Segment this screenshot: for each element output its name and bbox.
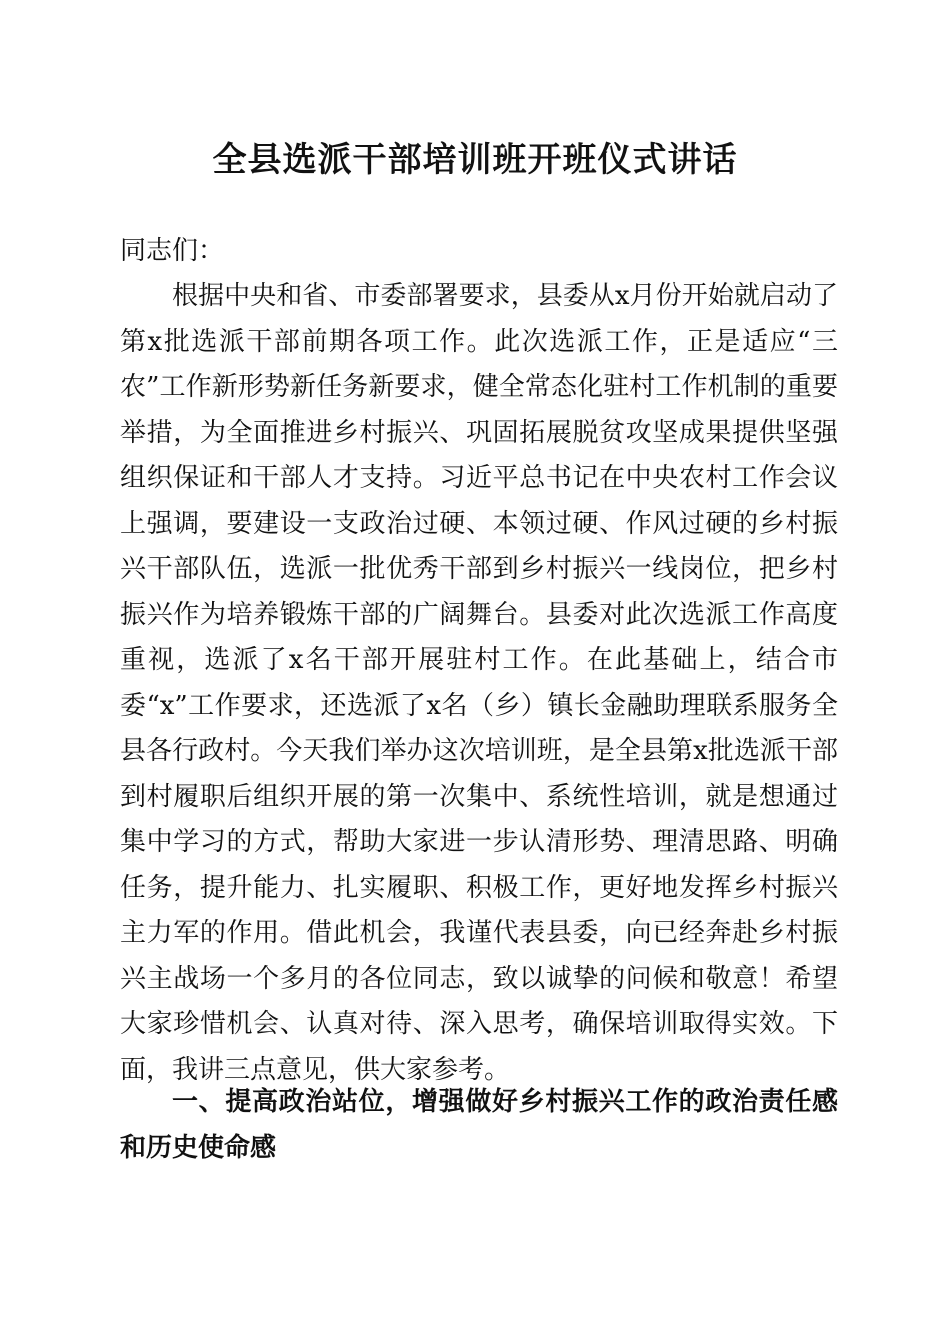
salutation: 同志们： bbox=[120, 236, 225, 266]
section-heading-1: 一、提高政治站位，增强做好乡村振兴工作的政治责任感和历史使命感 bbox=[120, 1087, 838, 1163]
document-title: 全县选派干部培训班开班仪式讲话 bbox=[212, 140, 738, 180]
body-paragraph: 根据中央和省、市委部署要求，县委从x月份开始就启动了第x批选派干部前期各项工作。此次选派工作，正是适应“三农”工作新形势新任务新要求，健全常态化驻村工作机制的重要举措，为全面推进乡村振兴、巩固拓展脱贫攻坚成果提供坚强组织保证和干部人才支持。习近平总书记在中央农村工作会议上强调，要建设一支政治过硬、本领过硬、作风过硬的乡村振兴干部队伍，选派一批优秀干部到乡村振兴一线岗位，把乡村振兴作为培养锻炼干部的广阔舞台。县委对此次选派工作高度重视，选派了x名干部开展驻村工作。在此基础上，结合市委“x”工作要求，还选派了x名（乡）镇长金融助理联系服务全县各行政村。今天我们举办这次培训班，是全县第x批选派干部到村履职后组织开展的第一次集中、系统性培训，就是想通过集中学习的方式，帮助大家进一步认清形势、理清思路、明确任务，提升能力、扎实履职、积极工作，更好地发挥乡村振兴主力军的作用。借此机会，我谨代表县委，向已经奔赴乡村振兴主战场一个多月的各位同志，致以诚挚的问候和敬意！希望大家珍惜机会、认真对待、深入思考，确保培训取得实效。下面，我讲三点意见，供大家参考。 bbox=[120, 281, 838, 1085]
